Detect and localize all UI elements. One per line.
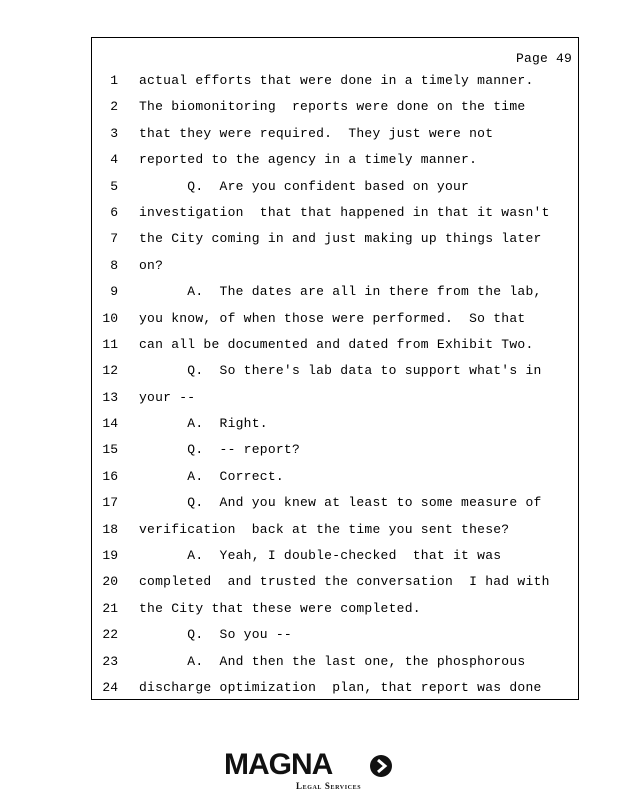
transcript-line [92,253,578,279]
transcript-page [91,37,579,700]
line-number: 4 [110,152,118,168]
line-text: A. And then the last one, the phosphorous [139,653,526,669]
transcript-line [92,200,578,226]
line-text: can all be documented and dated from Exhibit Two. [139,336,534,352]
line-number: 22 [102,627,118,643]
transcript-line [92,94,578,120]
transcript-line [92,68,578,94]
line-number: 10 [102,310,118,326]
transcript-line [92,622,578,648]
line-text: investigation that that happened in that it wasn't [139,204,550,220]
line-text: A. Yeah, I double-checked that it was [139,548,502,564]
line-text: that they were required. They just were not [139,125,494,141]
transcript-line [92,279,578,305]
transcript-line [92,174,578,200]
line-number: 7 [110,231,118,247]
line-number: 8 [110,257,118,273]
line-number: 9 [110,284,118,300]
line-number: 23 [102,653,118,669]
transcript-line [92,543,578,569]
transcript-line [92,332,578,358]
line-number: 16 [102,468,118,484]
line-number: 1 [110,73,118,88]
line-number: 11 [102,336,118,352]
line-text: reported to the agency in a timely manner. [139,152,478,168]
transcript-line [92,121,578,147]
transcript-line [92,147,578,173]
logo-wordmark: MAGNA [224,748,333,781]
transcript-line [92,306,578,332]
transcript-line [92,675,578,701]
transcript-line [92,517,578,543]
line-number: 21 [102,600,118,616]
transcript-lines [92,68,578,701]
line-text: on? [139,257,164,273]
line-text: completed and trusted the conversation I had with [139,574,550,590]
line-number: 13 [102,389,118,405]
line-number: 15 [102,442,118,458]
magna-logo [222,748,402,792]
line-text: actual efforts that were done in a timely manner. [139,73,534,88]
transcript-line [92,411,578,437]
line-number: 3 [110,125,118,141]
line-number: 24 [102,679,118,695]
line-text: Q. -- report? [139,442,301,458]
arrow-circle-icon [370,755,392,777]
line-text: A. Right. [139,416,268,432]
line-text: the City coming in and just making up things later [139,231,542,247]
line-number: 18 [102,521,118,537]
line-text: your -- [139,389,196,405]
transcript-line [92,437,578,463]
line-number: 14 [102,416,118,432]
line-number: 5 [110,178,118,194]
transcript-line [92,569,578,595]
line-number: 20 [102,574,118,590]
line-text: you know, of when those were performed. So that [139,310,526,326]
line-text: discharge optimization plan, that report was done [139,679,542,695]
transcript-line [92,226,578,252]
line-text: Q. So there's lab data to support what's in [139,363,542,379]
logo-tagline: Legal Services [296,781,362,791]
line-text: verification back at the time you sent these? [139,521,510,537]
line-text: the City that these were completed. [139,600,421,616]
transcript-line [92,464,578,490]
line-number: 6 [110,204,118,220]
line-text: A. Correct. [139,468,284,484]
page-number: Page 49 [515,51,572,66]
line-text: Q. Are you confident based on your [139,178,470,194]
line-number: 19 [102,548,118,564]
line-text: A. The dates are all in there from the lab, [139,284,542,300]
transcript-line [92,490,578,516]
line-number: 12 [102,363,118,379]
line-text: Q. So you -- [139,627,292,643]
line-text: The biomonitoring reports were done on the time [139,99,526,115]
transcript-line [92,649,578,675]
line-text: Q. And you knew at least to some measure of [139,495,542,511]
line-number: 17 [102,495,118,511]
line-number: 2 [110,99,118,115]
transcript-line [92,358,578,384]
transcript-line [92,596,578,622]
transcript-line [92,385,578,411]
